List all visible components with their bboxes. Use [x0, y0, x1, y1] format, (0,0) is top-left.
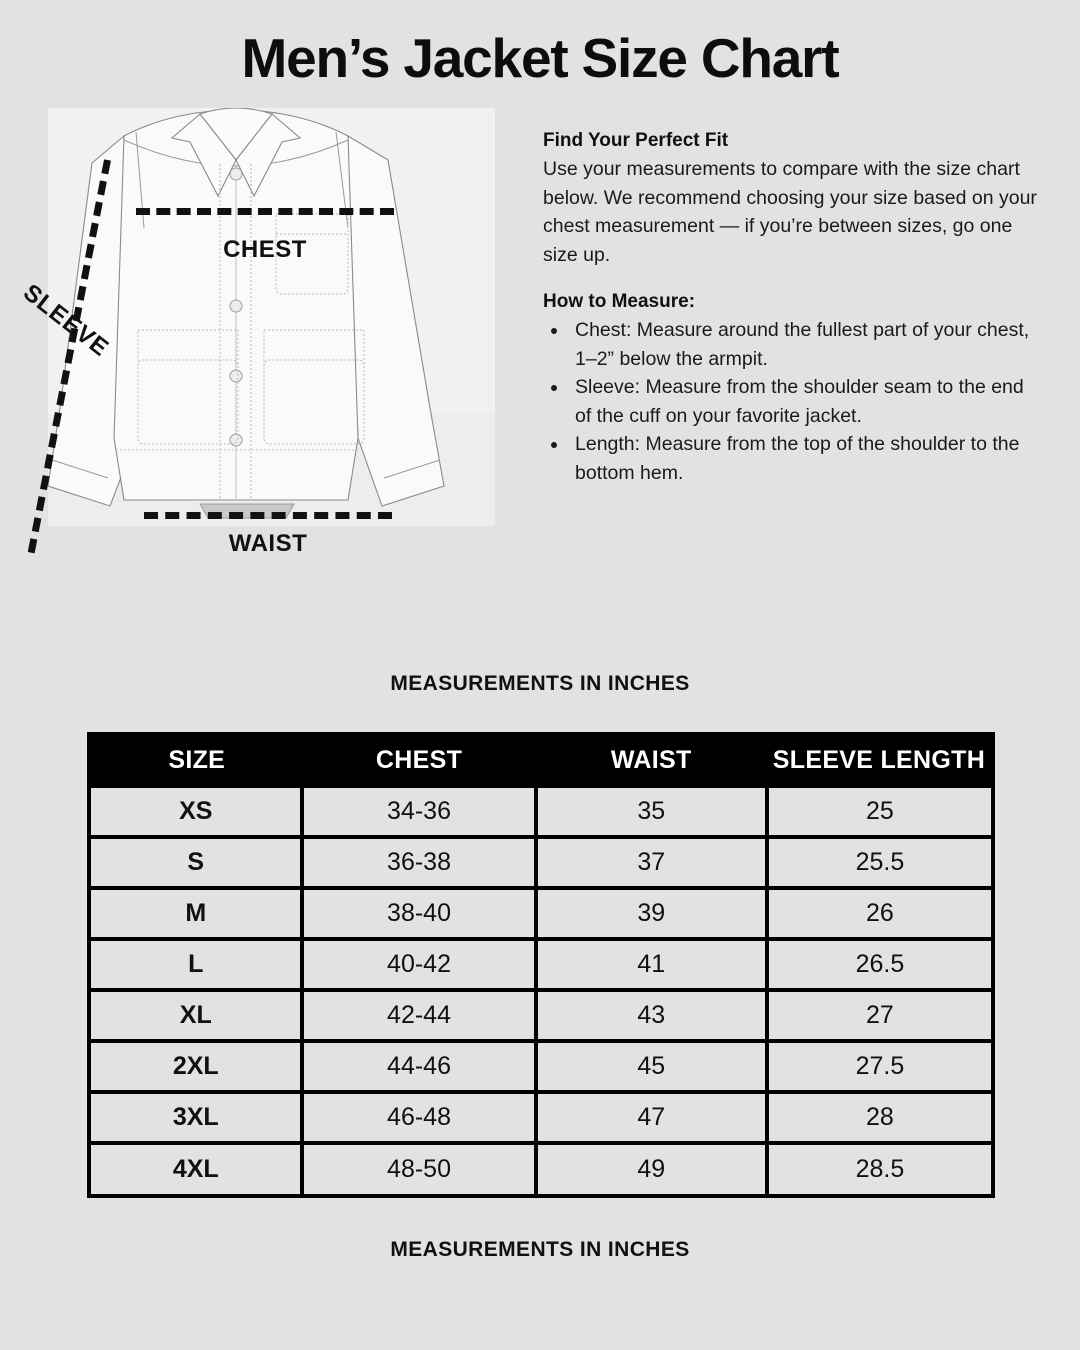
cell-size: S	[91, 837, 302, 888]
column-header-sleeve: SLEEVE LENGTH	[767, 736, 991, 786]
cell-size: 3XL	[91, 1092, 302, 1143]
cell-size: 4XL	[91, 1143, 302, 1194]
list-item: • Sleeve: Measure from the shoulder seam to the end of the cuff on your favorite jacket.	[569, 373, 1043, 430]
column-header-chest: CHEST	[302, 736, 535, 786]
table-row	[91, 1143, 991, 1194]
cell-size: 2XL	[91, 1041, 302, 1092]
page-title: Men’s Jacket Size Chart	[241, 27, 839, 89]
table-header-row	[91, 736, 991, 786]
column-header-size: SIZE	[91, 736, 302, 786]
chest-measure-label: CHEST	[223, 236, 307, 263]
cell-size: XS	[91, 786, 302, 837]
fit-heading: Find Your Perfect Fit	[543, 130, 729, 151]
cell-size: XL	[91, 990, 302, 1041]
cell-waist: 45	[536, 1041, 767, 1092]
cell-waist: 35	[536, 786, 767, 837]
cell-sleeve: 27.5	[767, 1041, 991, 1092]
cell-chest: 48-50	[302, 1143, 535, 1194]
cell-sleeve: 25.5	[767, 837, 991, 888]
size-table-wrapper	[87, 732, 995, 1198]
cell-sleeve: 26.5	[767, 939, 991, 990]
caption-below-table: MEASUREMENTS IN INCHES	[390, 1238, 690, 1261]
jacket-illustration	[17, 108, 495, 557]
cell-chest: 34-36	[302, 786, 535, 837]
table-body	[91, 786, 991, 1194]
table-row	[91, 1092, 991, 1143]
cell-chest: 40-42	[302, 939, 535, 990]
cell-waist: 41	[536, 939, 767, 990]
cell-chest: 44-46	[302, 1041, 535, 1092]
info-spacer	[543, 269, 1043, 291]
cell-chest: 38-40	[302, 888, 535, 939]
fit-information	[543, 130, 1043, 487]
list-item: • Chest: Measure around the fullest part of your chest, 1–2” below the armpit.	[569, 316, 1043, 373]
waist-measure-label: WAIST	[228, 530, 308, 557]
cell-chest: 46-48	[302, 1092, 535, 1143]
waist-measure-line	[144, 512, 392, 519]
column-header-waist: WAIST	[536, 736, 767, 786]
cell-size: L	[91, 939, 302, 990]
cell-waist: 47	[536, 1092, 767, 1143]
cell-chest: 42-44	[302, 990, 535, 1041]
cell-sleeve: 27	[767, 990, 991, 1041]
cell-sleeve: 25	[767, 786, 991, 837]
measure-bullet-list	[569, 316, 1043, 487]
chest-measure-line	[136, 208, 394, 215]
table-header	[91, 736, 991, 786]
cell-waist: 49	[536, 1143, 767, 1194]
list-item: • Length: Measure from the top of the shoulder to the bottom hem.	[569, 430, 1043, 487]
cell-waist: 37	[536, 837, 767, 888]
table-row	[91, 837, 991, 888]
table-row	[91, 1041, 991, 1092]
cell-size: M	[91, 888, 302, 939]
cell-waist: 39	[536, 888, 767, 939]
cell-sleeve: 28.5	[767, 1143, 991, 1194]
cell-waist: 43	[536, 990, 767, 1041]
jacket-line-drawing	[48, 108, 495, 526]
cell-sleeve: 28	[767, 1092, 991, 1143]
cell-chest: 36-38	[302, 837, 535, 888]
caption-above-table: MEASUREMENTS IN INCHES	[390, 672, 690, 695]
sleeve-measure-label: SLEEVE	[17, 278, 114, 363]
cell-sleeve: 26	[767, 888, 991, 939]
table-row	[91, 990, 991, 1041]
table-row	[91, 888, 991, 939]
table-row	[91, 939, 991, 990]
table-row	[91, 786, 991, 837]
fit-description: Use your measurements to compare with the size chart below. We recommend choosing your size based on your chest measurement — if you’re between sizes, go one size up.	[543, 158, 1037, 266]
size-table	[91, 736, 991, 1194]
measure-heading: How to Measure:	[543, 291, 696, 312]
